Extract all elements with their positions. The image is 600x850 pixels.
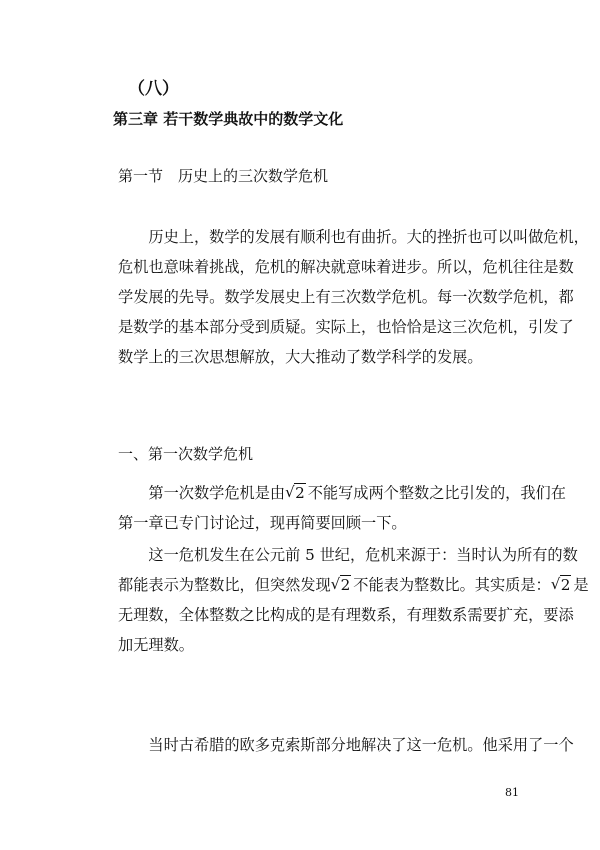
- chapter-title: 第三章 若干数学典故中的数学文化: [113, 110, 344, 128]
- intro-paragraph: [118, 222, 589, 372]
- text-line: 当时古希腊的欧多克索斯部分地解决了这一危机。他采用了一个: [118, 736, 574, 754]
- section-title: 第一节 历史上的三次数学危机: [118, 167, 329, 185]
- text-line: 第一次数学危机是由√ 2 不能写成两个整数之比引发的，我们在: [118, 478, 566, 508]
- sqrt-2-symbol: √ 2: [333, 570, 352, 600]
- text-line: 历史上，数学的发展有顺利也有曲折。大的挫折也可以叫做危机，: [118, 228, 589, 246]
- subsection-title: 一、第一次数学危机: [118, 445, 254, 463]
- text-line: 危机也意味着挑战，危机的解决就意味着进步。所以，危机往往是数: [118, 258, 574, 276]
- first-crisis-paragraph-1: [118, 478, 566, 538]
- sqrt-2-symbol: √ 2: [553, 570, 572, 600]
- first-crisis-paragraph-2: [118, 540, 589, 660]
- first-crisis-paragraph-3: [118, 730, 574, 760]
- text-line: 无理数，全体整数之比构成的是有理数系，有理数系需要扩充，要添: [118, 606, 574, 624]
- text-line: 加无理数。: [118, 636, 194, 654]
- part-label: （八）: [128, 79, 179, 99]
- text-line: 是数学的基本部分受到质疑。实际上，也恰恰是这三次危机，引发了: [118, 318, 574, 336]
- text-line: 这一危机发生在公元前 5 世纪，危机来源于：当时认为所有的数: [118, 546, 578, 564]
- text-line: 都能表示为整数比，但突然发现√ 2 不能表为整数比。其实质是：√ 2 是: [118, 570, 589, 600]
- text-line: 第一章已专门讨论过，现再简要回顾一下。: [118, 514, 407, 532]
- text-line: 学发展的先导。数学发展史上有三次数学危机。每一次数学危机，都: [118, 288, 574, 306]
- text-line: 数学上的三次思想解放，大大推动了数学科学的发展。: [118, 348, 483, 366]
- sqrt-2-symbol: √ 2: [287, 478, 306, 508]
- page-number: 81: [505, 786, 519, 799]
